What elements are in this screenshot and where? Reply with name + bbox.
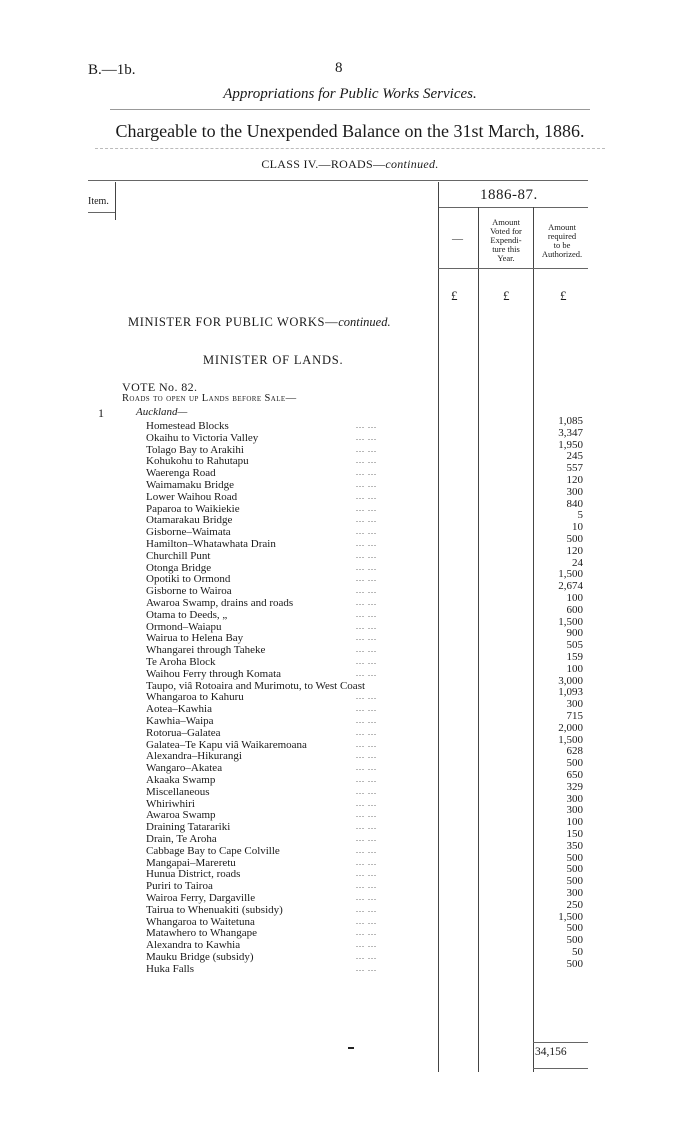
row-amount: 2,000 xyxy=(558,721,583,734)
row-label: Waimamaku Bridge xyxy=(146,479,235,491)
dot-leaders: ... ... xyxy=(356,480,377,489)
item-number: 1 xyxy=(98,406,104,420)
dot-leaders: ... ... xyxy=(356,421,377,430)
dot-leaders: ... ... xyxy=(356,881,377,891)
dot-leaders: ... ... xyxy=(356,444,377,454)
row-label: Gisborne to Wairoa xyxy=(146,585,232,598)
row-label: Churchill Punt xyxy=(146,549,211,562)
row-label: Akaaka Swamp xyxy=(146,774,216,786)
roads-heading: Roads to open up Lands before Sale— xyxy=(122,393,297,404)
row-label: Whangarei through Taheke xyxy=(146,644,266,657)
voted-line: Amount xyxy=(492,217,520,227)
row-amount: 500 xyxy=(566,875,583,888)
row-amount: 505 xyxy=(566,639,583,652)
row-amount: 300 xyxy=(566,485,583,498)
row-amount: 120 xyxy=(566,544,583,557)
row-label: Ormond–Waiapu xyxy=(146,620,222,633)
required-line: to be xyxy=(553,240,571,250)
row-label: Aotea–Kawhia xyxy=(146,703,212,716)
row-amount: 500 xyxy=(566,957,583,970)
dot-leaders: ... ... xyxy=(356,633,377,643)
dot-leaders: ... ... xyxy=(356,928,377,938)
vote-heading: VOTE No. 82. xyxy=(122,380,198,394)
total-bottom-rule xyxy=(533,1068,588,1069)
row-amount: 5 xyxy=(577,509,583,522)
total-amount: 34,156 xyxy=(535,1046,567,1058)
dot-leaders: ... ... xyxy=(356,598,377,607)
row-amount: 100 xyxy=(566,816,583,829)
row-amount: 329 xyxy=(566,780,583,793)
dot-leaders: ... ... xyxy=(356,716,377,725)
required-line: Amount xyxy=(548,222,576,232)
row-amount: 300 xyxy=(566,887,583,899)
voted-line: Expendi- xyxy=(490,235,522,245)
row-label: Mauku Bridge (subsidy) xyxy=(146,951,254,963)
column-header-rule xyxy=(438,268,588,269)
page-title: Appropriations for Public Works Services. xyxy=(223,86,477,102)
row-amount: 150 xyxy=(566,828,583,840)
dot-leaders: ... ... xyxy=(356,940,377,950)
row-label: Awaroa Swamp, drains and roads xyxy=(146,597,294,609)
currency-symbol-col2: £ xyxy=(503,288,510,303)
dot-leaders: ... ... xyxy=(356,834,377,843)
dot-leaders: ... ... xyxy=(356,845,377,855)
minister-of-lands-heading: MINISTER OF LANDS. xyxy=(203,353,344,367)
dot-leaders: ... ... xyxy=(356,704,377,714)
dot-leaders: ... ... xyxy=(356,786,377,796)
dot-leaders: ... ... xyxy=(356,727,377,737)
row-label: Te Aroha Block xyxy=(146,656,216,668)
currency-symbol-col1: £ xyxy=(451,288,458,303)
row-amount: 840 xyxy=(566,497,583,510)
row-amount: 3,000 xyxy=(558,674,583,687)
row-label: Rotorua–Galatea xyxy=(146,726,221,739)
row-amount: 300 xyxy=(566,804,583,817)
minister-heading-main: MINISTER FOR PUBLIC WORKS— xyxy=(128,315,339,329)
row-label: Tolago Bay to Arakihi xyxy=(146,443,244,456)
row-label: Lower Waihou Road xyxy=(146,490,238,503)
voted-line: Year. xyxy=(497,253,515,263)
dot-leaders: ... ... xyxy=(356,609,377,619)
row-label: Kawhia–Waipa xyxy=(146,715,214,727)
dot-leaders: ... ... xyxy=(356,562,377,572)
row-amount: 100 xyxy=(566,662,583,675)
dot-leaders: ... ... xyxy=(356,857,377,867)
row-label: Whangaroa to Kahuru xyxy=(146,691,244,704)
title-rule xyxy=(110,109,590,110)
currency-symbol-col3: £ xyxy=(560,288,567,303)
row-label: Mangapai–Mareretu xyxy=(146,856,236,869)
row-label: Tairua to Whenuakiti (subsidy) xyxy=(146,903,283,916)
row-label: Cabbage Bay to Cape Colville xyxy=(146,844,280,857)
total-top-rule xyxy=(533,1042,588,1043)
row-label: Whangaroa to Waitetuna xyxy=(146,915,255,928)
row-amount: 1,500 xyxy=(558,910,583,923)
row-label: Hamilton–Whatawhata Drain xyxy=(146,538,276,550)
required-line: required xyxy=(547,231,577,241)
minister-heading-suffix: continued. xyxy=(338,315,391,329)
row-amount: 159 xyxy=(566,651,583,663)
dot-leaders: ... ... xyxy=(356,432,377,442)
dot-leaders: ... ... xyxy=(356,527,377,537)
column-rule-2 xyxy=(478,207,479,1072)
page-subtitle: Chargeable to the Unexpended Balance on the 31st March, 1886. xyxy=(115,121,585,141)
row-label: Taupo, viâ Rotoaira and Murimotu, to West Coast xyxy=(146,679,366,692)
column-rule-1 xyxy=(438,182,439,1072)
row-amount: 1,093 xyxy=(558,686,583,699)
document-reference: B.—1b. xyxy=(88,62,136,78)
dot-leaders: ... ... xyxy=(356,586,377,596)
row-amount: 10 xyxy=(572,521,583,534)
row-amount: 500 xyxy=(566,851,583,864)
dot-leaders: ... ... xyxy=(356,668,377,678)
row-label: Draining Tatarariki xyxy=(146,821,231,834)
column-rule-3 xyxy=(533,207,534,1072)
row-amount: 1,950 xyxy=(558,438,583,451)
row-label: Matawhero to Whangape xyxy=(146,927,257,940)
row-amount: 350 xyxy=(566,839,583,852)
row-label: Homestead Blocks xyxy=(146,420,229,432)
row-amount: 2,674 xyxy=(558,580,583,593)
column-header-blank: — xyxy=(452,233,463,245)
row-label: Wairoa Ferry, Dargaville xyxy=(146,892,256,904)
dot-leaders: ... ... xyxy=(356,503,377,513)
dot-leaders: ... ... xyxy=(356,893,377,902)
row-label: Otonga Bridge xyxy=(146,561,212,574)
row-label: Otamarakau Bridge xyxy=(146,514,233,527)
row-label: Otama to Deeds, „ xyxy=(146,608,228,621)
row-amount: 500 xyxy=(566,757,583,770)
dot-leaders: ... ... xyxy=(356,739,377,749)
class-heading-main: CLASS IV.—ROADS— xyxy=(261,157,386,171)
row-label: Waihou Ferry through Komata xyxy=(146,667,282,680)
row-amount: 245 xyxy=(566,450,583,463)
row-label: Alexandra–Hikurangi xyxy=(146,750,242,763)
dot-leaders: ... ... xyxy=(356,539,377,548)
dot-leaders: ... ... xyxy=(356,692,377,702)
row-amount: 600 xyxy=(566,603,583,616)
dot-leaders: ... ... xyxy=(356,822,377,832)
item-column-rule xyxy=(115,182,116,220)
row-amount: 500 xyxy=(566,922,583,935)
row-label: Awaroa Swamp xyxy=(146,809,216,822)
row-label: Waerenga Road xyxy=(146,467,216,480)
column-header-required xyxy=(534,223,590,259)
dot-leaders: ... ... xyxy=(356,491,377,501)
dot-leaders: ... ... xyxy=(356,810,377,820)
row-label: Hunua District, roads xyxy=(146,868,241,881)
row-label: Paparoa to Waikiekie xyxy=(146,502,240,515)
region-heading: Auckland— xyxy=(136,406,188,418)
total-dash-mark xyxy=(348,1047,354,1049)
row-label: Galatea–Te Kapu viâ Waikaremoana xyxy=(146,738,307,751)
row-amount: 1,500 xyxy=(558,615,583,628)
dot-leaders: ... ... xyxy=(356,763,377,773)
row-label: Alexandra to Kawhia xyxy=(146,939,241,952)
row-amount: 900 xyxy=(566,627,583,640)
row-label: Huka Falls xyxy=(146,962,194,975)
year-rule xyxy=(438,207,588,208)
row-amount: 120 xyxy=(566,474,583,486)
row-label: Kohukohu to Rahutapu xyxy=(146,455,249,468)
dot-leaders: ... ... xyxy=(356,456,377,466)
row-amount: 300 xyxy=(566,698,583,711)
row-amount: 3,347 xyxy=(558,426,583,439)
class-heading-suffix: continued. xyxy=(385,157,439,171)
row-amount: 24 xyxy=(572,556,583,569)
row-label: Miscellaneous xyxy=(146,785,210,798)
row-amount: 1,500 xyxy=(558,733,583,746)
dot-leaders: ... ... xyxy=(356,904,377,914)
row-amount: 557 xyxy=(566,462,583,475)
dot-leaders: ... ... xyxy=(356,645,377,655)
dot-leaders: ... ... xyxy=(356,550,377,560)
row-amount: 50 xyxy=(572,946,583,958)
required-line: Authorized. xyxy=(541,249,583,259)
row-label: Wangaro–Akatea xyxy=(146,762,223,775)
dot-leaders: ... ... xyxy=(356,751,377,761)
row-amount: 715 xyxy=(566,710,583,722)
row-label: Puriri to Tairoa xyxy=(146,880,213,893)
dot-leaders: ... ... xyxy=(356,468,377,478)
row-amount: 1,085 xyxy=(558,415,583,427)
row-amount: 1,500 xyxy=(558,568,583,581)
row-label: Gisborne–Waimata xyxy=(146,526,231,539)
voted-line: Voted for xyxy=(490,226,522,236)
dot-leaders: ... ... xyxy=(356,963,377,973)
column-header-voted xyxy=(480,218,532,263)
dot-leaders: ... ... xyxy=(356,775,377,784)
dot-leaders: ... ... xyxy=(356,657,377,666)
row-amount: 650 xyxy=(566,769,583,781)
row-label: Wairua to Helena Bay xyxy=(146,632,244,645)
dot-leaders: ... ... xyxy=(356,621,377,631)
row-label: Okaihu to Victoria Valley xyxy=(146,431,259,444)
dot-leaders: ... ... xyxy=(356,798,377,808)
dot-leaders: ... ... xyxy=(356,952,377,961)
row-label: Drain, Te Aroha xyxy=(146,833,217,845)
fiscal-year-header: 1886-87. xyxy=(480,187,538,203)
row-label: Opotiki to Ormond xyxy=(146,573,231,586)
row-amount: 628 xyxy=(566,745,583,758)
row-amount: 500 xyxy=(566,533,583,545)
table-top-rule xyxy=(88,180,588,181)
row-label: Whiriwhiri xyxy=(146,797,195,810)
dot-leaders: ... ... xyxy=(356,574,377,584)
subtitle-rule xyxy=(95,148,605,149)
minister-heading xyxy=(128,315,391,330)
dot-leaders: ... ... xyxy=(356,869,377,879)
page-number: 8 xyxy=(335,60,343,76)
row-amount: 250 xyxy=(566,898,583,911)
row-amount: 300 xyxy=(566,792,583,805)
dot-leaders: ... ... xyxy=(356,515,377,525)
voted-line: ture this xyxy=(492,244,520,254)
item-column-header: Item. xyxy=(88,196,109,207)
row-amount: 100 xyxy=(566,592,583,604)
row-amount: 500 xyxy=(566,934,583,947)
row-amount: 500 xyxy=(566,863,583,876)
item-header-rule xyxy=(88,212,115,213)
dot-leaders: ... ... xyxy=(356,916,377,926)
class-heading xyxy=(0,157,700,172)
